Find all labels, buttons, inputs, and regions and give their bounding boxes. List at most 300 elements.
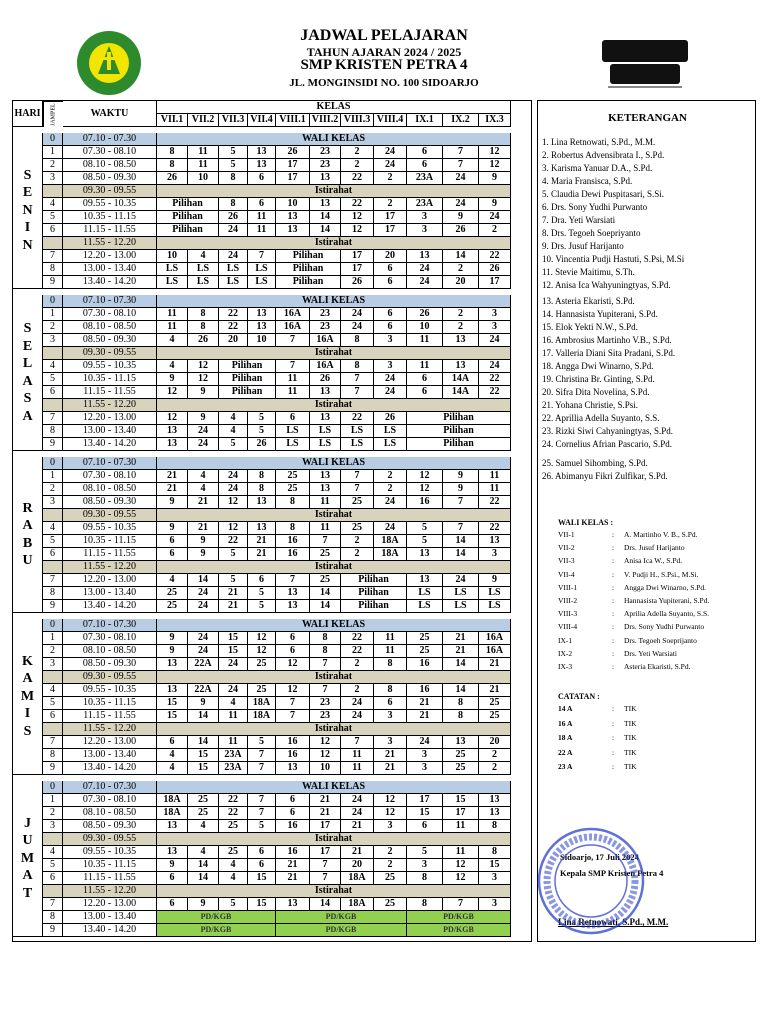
- jampel-cell: 3: [43, 334, 63, 347]
- wali-teacher: Drs. Jusuf Harijanto: [624, 543, 685, 553]
- schedule-cell: 9: [188, 412, 219, 425]
- schedule-cell: 10: [188, 172, 219, 185]
- teacher-list-item: 18. Angga Dwi Winarno, S.Pd.: [542, 361, 654, 371]
- schedule-cell: 12: [479, 159, 511, 172]
- schedule-cell: 6: [276, 412, 310, 425]
- document-header: [0, 0, 768, 100]
- schedule-cell: 26: [374, 412, 407, 425]
- schedule-cell: 8: [248, 470, 276, 483]
- schedule-cell: 25: [407, 645, 443, 658]
- time-cell: 12.20 - 13.00: [63, 574, 157, 587]
- schedule-cell: 7: [341, 483, 374, 496]
- schedule-cell: 15: [443, 794, 479, 807]
- schedule-cell: 3: [374, 736, 407, 749]
- time-cell: 07.10 - 07.30: [63, 457, 157, 470]
- time-cell: 11.15 - 11.55: [63, 710, 157, 723]
- teacher-list-item: 25. Samuel Sihombing, S.Pd.: [542, 458, 648, 468]
- schedule-cell: 24: [188, 587, 219, 600]
- jampel-header: JAMPEL: [43, 101, 63, 127]
- schedule-cell: 23A: [219, 762, 248, 775]
- wali-kelas-row: WALI KELAS: [157, 781, 511, 794]
- schedule-cell: 26: [248, 438, 276, 451]
- schedule-cell: 10: [276, 198, 310, 211]
- jampel-cell: [43, 237, 63, 250]
- time-cell: 12.20 - 13.00: [63, 250, 157, 263]
- schedule-cell: Pilihan: [219, 360, 276, 373]
- schedule-cell: 22: [479, 522, 511, 535]
- schedule-cell: 13: [248, 308, 276, 321]
- catatan-sep: :: [612, 733, 615, 742]
- schedule-cell: 8: [248, 483, 276, 496]
- schedule-cell: LS: [479, 600, 511, 613]
- schedule-cell: 25: [276, 470, 310, 483]
- teacher-list-item: 19. Christina Br. Ginting, S.Pd.: [542, 374, 655, 384]
- schedule-cell: 23A: [407, 172, 443, 185]
- time-cell: 07.10 - 07.30: [63, 781, 157, 794]
- day-label: [13, 457, 43, 613]
- time-cell: 13.40 - 14.20: [63, 600, 157, 613]
- schedule-cell: 26: [443, 224, 479, 237]
- schedule-cell: 12: [276, 658, 310, 671]
- class-header: VIII.3: [341, 114, 374, 127]
- schedule-cell: 22: [341, 412, 374, 425]
- schedule-cell: 6: [374, 308, 407, 321]
- wali-sep: :: [612, 569, 615, 579]
- schedule-cell: 6: [374, 263, 407, 276]
- wali-teacher: Drs. Yeti Warsiati: [624, 648, 678, 658]
- schedule-cell: 12: [219, 496, 248, 509]
- time-cell: 09.30 - 09.55: [63, 509, 157, 522]
- class-header: IX.3: [479, 114, 511, 127]
- schedule-cell: Pilihan: [276, 250, 341, 263]
- schedule-cell: 7: [276, 710, 310, 723]
- schedule-cell: 6: [374, 697, 407, 710]
- wali-class: VIII-2: [558, 596, 578, 605]
- schedule-cell: 21: [157, 483, 188, 496]
- schedule-cell: 2: [341, 535, 374, 548]
- schedule-cell: 14: [188, 736, 219, 749]
- jampel-cell: [43, 723, 63, 736]
- day-letter: S: [23, 391, 32, 406]
- wali-teacher: A. Martinho V. B., S.Pd.: [624, 530, 698, 539]
- schedule-cell: 24: [341, 807, 374, 820]
- schedule-cell: 20: [341, 859, 374, 872]
- schedule-cell: 8: [407, 872, 443, 885]
- jampel-cell: 4: [43, 684, 63, 697]
- teacher-list-item: 5. Claudia Dewi Puspitasari, S.Si.: [542, 189, 664, 199]
- schedule-cell: 3: [407, 762, 443, 775]
- jampel-cell: 2: [43, 321, 63, 334]
- wali-teacher: Angga Dwi Winarno, S.Pd.: [624, 582, 707, 592]
- teacher-list-item: 12. Anisa Ica Wahyuningtyas, S.Pd.: [542, 280, 671, 290]
- schedule-cell: 13: [310, 198, 341, 211]
- schedule-cell: 11: [341, 762, 374, 775]
- jampel-cell: 0: [43, 133, 63, 146]
- schedule-cell: 11: [443, 846, 479, 859]
- schedule-cell: 24: [341, 794, 374, 807]
- jampel-cell: 3: [43, 658, 63, 671]
- schedule-cell: 3: [374, 820, 407, 833]
- schedule-cell: 14: [443, 250, 479, 263]
- schedule-cell: 9: [157, 632, 188, 645]
- schedule-cell: 7: [310, 658, 341, 671]
- schedule-cell: 26: [341, 276, 374, 289]
- schedule-cell: 6: [407, 159, 443, 172]
- schedule-cell: LS: [341, 438, 374, 451]
- schedule-cell: 20: [443, 276, 479, 289]
- jampel-cell: 9: [43, 438, 63, 451]
- wali-sep: :: [612, 596, 615, 605]
- schedule-cell: 24: [219, 250, 248, 263]
- schedule-cell: 13: [157, 658, 188, 671]
- wali-teacher: Hannasista Yupiterani, S.Pd.: [624, 596, 710, 605]
- schedule-cell: Pilihan: [219, 373, 276, 386]
- schedule-cell: 13: [443, 360, 479, 373]
- schedule-cell: 8: [407, 898, 443, 911]
- schedule-cell: 15: [219, 632, 248, 645]
- schedule-cell: 15: [248, 872, 276, 885]
- schedule-cell: 6: [374, 321, 407, 334]
- schedule-cell: 8: [219, 172, 248, 185]
- schedule-cell: 4: [188, 250, 219, 263]
- schedule-cell: 6: [276, 645, 310, 658]
- class-header: VII.3: [219, 114, 248, 127]
- schedule-cell: 22: [341, 632, 374, 645]
- schedule-cell: 5: [407, 846, 443, 859]
- schedule-cell: 15: [188, 749, 219, 762]
- schedule-cell: 11: [479, 483, 511, 496]
- jampel-cell: 7: [43, 250, 63, 263]
- day-letter: K: [22, 653, 33, 669]
- schedule-cell: 7: [310, 859, 341, 872]
- day-letter: E: [22, 185, 33, 201]
- schedule-cell: 13: [248, 146, 276, 159]
- day-letter: U: [22, 833, 33, 849]
- day-letter: A: [22, 373, 33, 389]
- schedule-cell: 16: [276, 820, 310, 833]
- schedule-cell: 25: [188, 794, 219, 807]
- jampel-cell: 2: [43, 807, 63, 820]
- schedule-cell: 9: [188, 697, 219, 710]
- schedule-cell: 5: [219, 146, 248, 159]
- schedule-cell: 11: [310, 522, 341, 535]
- schedule-cell: 11: [341, 749, 374, 762]
- time-cell: 10.35 - 11.15: [63, 859, 157, 872]
- schedule-cell: 8: [374, 684, 407, 697]
- schedule-cell: 13: [407, 250, 443, 263]
- schedule-cell: 21: [407, 697, 443, 710]
- schedule-cell: 8: [276, 522, 310, 535]
- schedule-cell: 18A: [248, 710, 276, 723]
- wali-sep: :: [612, 582, 615, 592]
- schedule-cell: 7: [341, 470, 374, 483]
- schedule-cell: 2: [443, 321, 479, 334]
- jampel-cell: 1: [43, 470, 63, 483]
- schedule-cell: 3: [407, 749, 443, 762]
- day-letter: I: [24, 706, 31, 722]
- schedule-cell: 17: [479, 276, 511, 289]
- jampel-cell: 0: [43, 619, 63, 632]
- time-cell: 09.30 - 09.55: [63, 671, 157, 684]
- schedule-cell: 9: [479, 172, 511, 185]
- schedule-cell: 17: [374, 211, 407, 224]
- schedule-cell: 4: [157, 334, 188, 347]
- schedule-cell: LS: [407, 587, 443, 600]
- jampel-cell: 4: [43, 198, 63, 211]
- schedule-cell: 24: [443, 172, 479, 185]
- day-label: [13, 133, 43, 289]
- wali-sep: :: [612, 556, 615, 566]
- schedule-cell: 26: [276, 146, 310, 159]
- time-cell: 09.55 - 10.35: [63, 198, 157, 211]
- teacher-list-item: 7. Dra. Yeti Warsiati: [542, 215, 616, 225]
- schedule-cell: 14: [310, 211, 341, 224]
- schedule-cell: 2: [374, 172, 407, 185]
- schedule-cell: 8: [219, 198, 248, 211]
- schedule-cell: 14: [443, 535, 479, 548]
- time-cell: 11.15 - 11.55: [63, 872, 157, 885]
- schedule-cell: 9: [479, 198, 511, 211]
- time-cell: 12.20 - 13.00: [63, 736, 157, 749]
- day-letter: R: [22, 500, 33, 516]
- teacher-list-item: 2. Robertus Advensibrata I., S.Pd.: [542, 150, 665, 160]
- doc-title: JADWAL PELAJARAN: [300, 27, 468, 44]
- schedule-cell: LS: [157, 276, 188, 289]
- schedule-cell: 24: [479, 211, 511, 224]
- schedule-cell: 2: [374, 483, 407, 496]
- istirahat-row: Istirahat: [157, 399, 511, 412]
- schedule-cell: 22: [219, 807, 248, 820]
- teacher-list-item: 13. Asteria Ekaristi, S.Pd.: [542, 296, 635, 306]
- schedule-cell: 2: [443, 308, 479, 321]
- jampel-cell: [43, 671, 63, 684]
- schedule-cell: 2: [341, 548, 374, 561]
- day-letter: S: [23, 321, 32, 336]
- schedule-cell: 12: [341, 211, 374, 224]
- schedule-cell: 24: [188, 438, 219, 451]
- schedule-cell: 2: [479, 224, 511, 237]
- schedule-cell: 12: [248, 632, 276, 645]
- schedule-cell: 23A: [407, 198, 443, 211]
- schedule-cell: 6: [248, 574, 276, 587]
- wali-class: VIII-4: [558, 622, 578, 632]
- istirahat-row: Istirahat: [157, 185, 511, 198]
- istirahat-row: Istirahat: [157, 347, 511, 360]
- schedule-cell: 24: [219, 470, 248, 483]
- schedule-cell: 13: [407, 574, 443, 587]
- schedule-cell: 14: [310, 600, 341, 613]
- schedule-cell: 24: [341, 710, 374, 723]
- schedule-cell: 7: [310, 535, 341, 548]
- schedule-cell: 6: [248, 198, 276, 211]
- jampel-cell: 3: [43, 172, 63, 185]
- schedule-cell: 21: [374, 762, 407, 775]
- schedule-cell: LS: [276, 438, 310, 451]
- time-cell: 11.55 - 12.20: [63, 561, 157, 574]
- schedule-cell: Pilihan: [407, 438, 511, 451]
- schedule-cell: 11: [157, 321, 188, 334]
- jampel-cell: 4: [43, 522, 63, 535]
- time-cell: 08.50 - 09.30: [63, 172, 157, 185]
- time-cell: 09.30 - 09.55: [63, 833, 157, 846]
- time-cell: 13.00 - 13.40: [63, 425, 157, 438]
- schedule-cell: 24: [219, 684, 248, 697]
- schedule-cell: 15: [407, 807, 443, 820]
- schedule-cell: 6: [157, 535, 188, 548]
- schedule-cell: 7: [248, 794, 276, 807]
- catatan-title: CATATAN :: [558, 692, 600, 701]
- schedule-cell: 7: [248, 250, 276, 263]
- schedule-cell: PD/KGB: [157, 911, 276, 924]
- jampel-cell: 9: [43, 762, 63, 775]
- jampel-cell: 9: [43, 276, 63, 289]
- schedule-cell: LS: [479, 587, 511, 600]
- schedule-cell: 12: [310, 749, 341, 762]
- schedule-cell: 10: [407, 321, 443, 334]
- wali-teacher: Aprilia Adella Suyanto, S.S.: [624, 609, 709, 619]
- jampel-cell: 0: [43, 781, 63, 794]
- wali-sep: :: [612, 635, 615, 645]
- schedule-cell: 16A: [479, 632, 511, 645]
- jampel-cell: 7: [43, 736, 63, 749]
- schedule-cell: LS: [407, 600, 443, 613]
- schedule-cell: 23: [310, 146, 341, 159]
- schedule-cell: 11: [407, 334, 443, 347]
- schedule-cell: 20: [479, 736, 511, 749]
- schedule-cell: 7: [248, 749, 276, 762]
- jampel-cell: 9: [43, 924, 63, 937]
- schedule-cell: 4: [157, 749, 188, 762]
- schedule-cell: 12: [443, 859, 479, 872]
- jampel-cell: 6: [43, 872, 63, 885]
- schedule-cell: 4: [188, 470, 219, 483]
- schedule-cell: 13: [310, 483, 341, 496]
- jampel-cell: 1: [43, 794, 63, 807]
- jampel-cell: 6: [43, 548, 63, 561]
- day-letter: E: [22, 338, 33, 354]
- schedule-cell: 16A: [276, 308, 310, 321]
- schedule-cell: 22: [479, 496, 511, 509]
- schedule-cell: 23: [310, 710, 341, 723]
- schedule-cell: 2: [443, 263, 479, 276]
- schedule-cell: 21: [276, 872, 310, 885]
- schedule-cell: 25: [310, 548, 341, 561]
- time-cell: 10.35 - 11.15: [63, 697, 157, 710]
- schedule-cell: 21: [248, 535, 276, 548]
- schedule-cell: PD/KGB: [407, 911, 511, 924]
- schedule-cell: 11: [188, 146, 219, 159]
- schedule-cell: 5: [219, 898, 248, 911]
- time-cell: 13.40 - 14.20: [63, 438, 157, 451]
- time-cell: 07.10 - 07.30: [63, 619, 157, 632]
- schedule-cell: 11: [248, 224, 276, 237]
- schedule-cell: LS: [219, 276, 248, 289]
- schedule-cell: 8: [157, 146, 188, 159]
- schedule-cell: 24: [443, 198, 479, 211]
- schedule-cell: Pilihan: [276, 276, 341, 289]
- schedule-cell: 22: [219, 535, 248, 548]
- keterangan-title: KETERANGAN: [608, 112, 687, 124]
- schedule-cell: 15: [157, 697, 188, 710]
- jampel-cell: 5: [43, 697, 63, 710]
- signature-date: Sidoarjo, 17 Juli 2024: [560, 852, 639, 862]
- jampel-cell: 5: [43, 211, 63, 224]
- day-letter: S: [23, 723, 32, 739]
- schedule-cell: 24: [374, 159, 407, 172]
- schedule-cell: 8: [341, 360, 374, 373]
- schedule-cell: 14: [188, 574, 219, 587]
- day-letter: A: [22, 671, 33, 687]
- day-letter: A: [22, 868, 33, 884]
- schedule-cell: 6: [248, 172, 276, 185]
- schedule-cell: 24: [219, 224, 248, 237]
- wali-class: VII-1: [558, 530, 575, 539]
- schedule-cell: 26: [219, 211, 248, 224]
- schedule-cell: 22: [479, 386, 511, 399]
- schedule-cell: 5: [248, 600, 276, 613]
- schedule-cell: 8: [310, 645, 341, 658]
- schedule-cell: 11: [157, 308, 188, 321]
- schedule-cell: 3: [374, 360, 407, 373]
- schedule-cell: 13: [443, 736, 479, 749]
- schedule-cell: 13: [157, 820, 188, 833]
- schedule-cell: 22: [219, 321, 248, 334]
- schedule-cell: 7: [248, 762, 276, 775]
- wali-class: VIII-1: [558, 582, 578, 592]
- teacher-list-item: 26. Abimanyu Fikri Zulfikar, S.Pd.: [542, 471, 668, 481]
- signature-name: Lina Retnowati, S.Pd., M.M.: [558, 917, 669, 927]
- schedule-cell: 23: [310, 308, 341, 321]
- schedule-cell: 6: [407, 146, 443, 159]
- schedule-cell: 14: [310, 224, 341, 237]
- schedule-cell: 11: [443, 820, 479, 833]
- time-cell: 10.35 - 11.15: [63, 535, 157, 548]
- catatan-value: TIK: [624, 733, 637, 742]
- schedule-cell: 7: [341, 736, 374, 749]
- schedule-cell: 9: [157, 645, 188, 658]
- schedule-cell: 25: [219, 846, 248, 859]
- schedule-cell: 12: [310, 736, 341, 749]
- jampel-cell: 8: [43, 587, 63, 600]
- schedule-cell: LS: [248, 276, 276, 289]
- class-header: VII.4: [248, 114, 276, 127]
- schedule-cell: 12: [157, 386, 188, 399]
- catatan-code: 22 A: [558, 747, 573, 757]
- schedule-cell: 6: [248, 846, 276, 859]
- istirahat-row: Istirahat: [157, 237, 511, 250]
- catatan-code: 18 A: [558, 733, 573, 742]
- schedule-cell: 12: [374, 807, 407, 820]
- schedule-cell: LS: [188, 276, 219, 289]
- schedule-cell: 5: [248, 736, 276, 749]
- schedule-cell: 25: [248, 684, 276, 697]
- wali-class: VIII-3: [558, 609, 578, 619]
- time-cell: 11.55 - 12.20: [63, 399, 157, 412]
- schedule-cell: 12: [188, 360, 219, 373]
- schedule-cell: 16: [276, 749, 310, 762]
- teacher-list-item: 22. Aprillia Adella Suyanto, S.S.: [542, 413, 660, 423]
- schedule-cell: 4: [219, 425, 248, 438]
- schedule-cell: 21: [157, 470, 188, 483]
- schedule-cell: 7: [443, 898, 479, 911]
- day-letter: N: [22, 202, 33, 218]
- day-letter: M: [20, 688, 35, 704]
- schedule-cell: 11: [374, 645, 407, 658]
- schedule-cell: 9: [157, 522, 188, 535]
- schedule-cell: 8: [188, 321, 219, 334]
- jampel-cell: 5: [43, 535, 63, 548]
- schedule-cell: 7: [276, 697, 310, 710]
